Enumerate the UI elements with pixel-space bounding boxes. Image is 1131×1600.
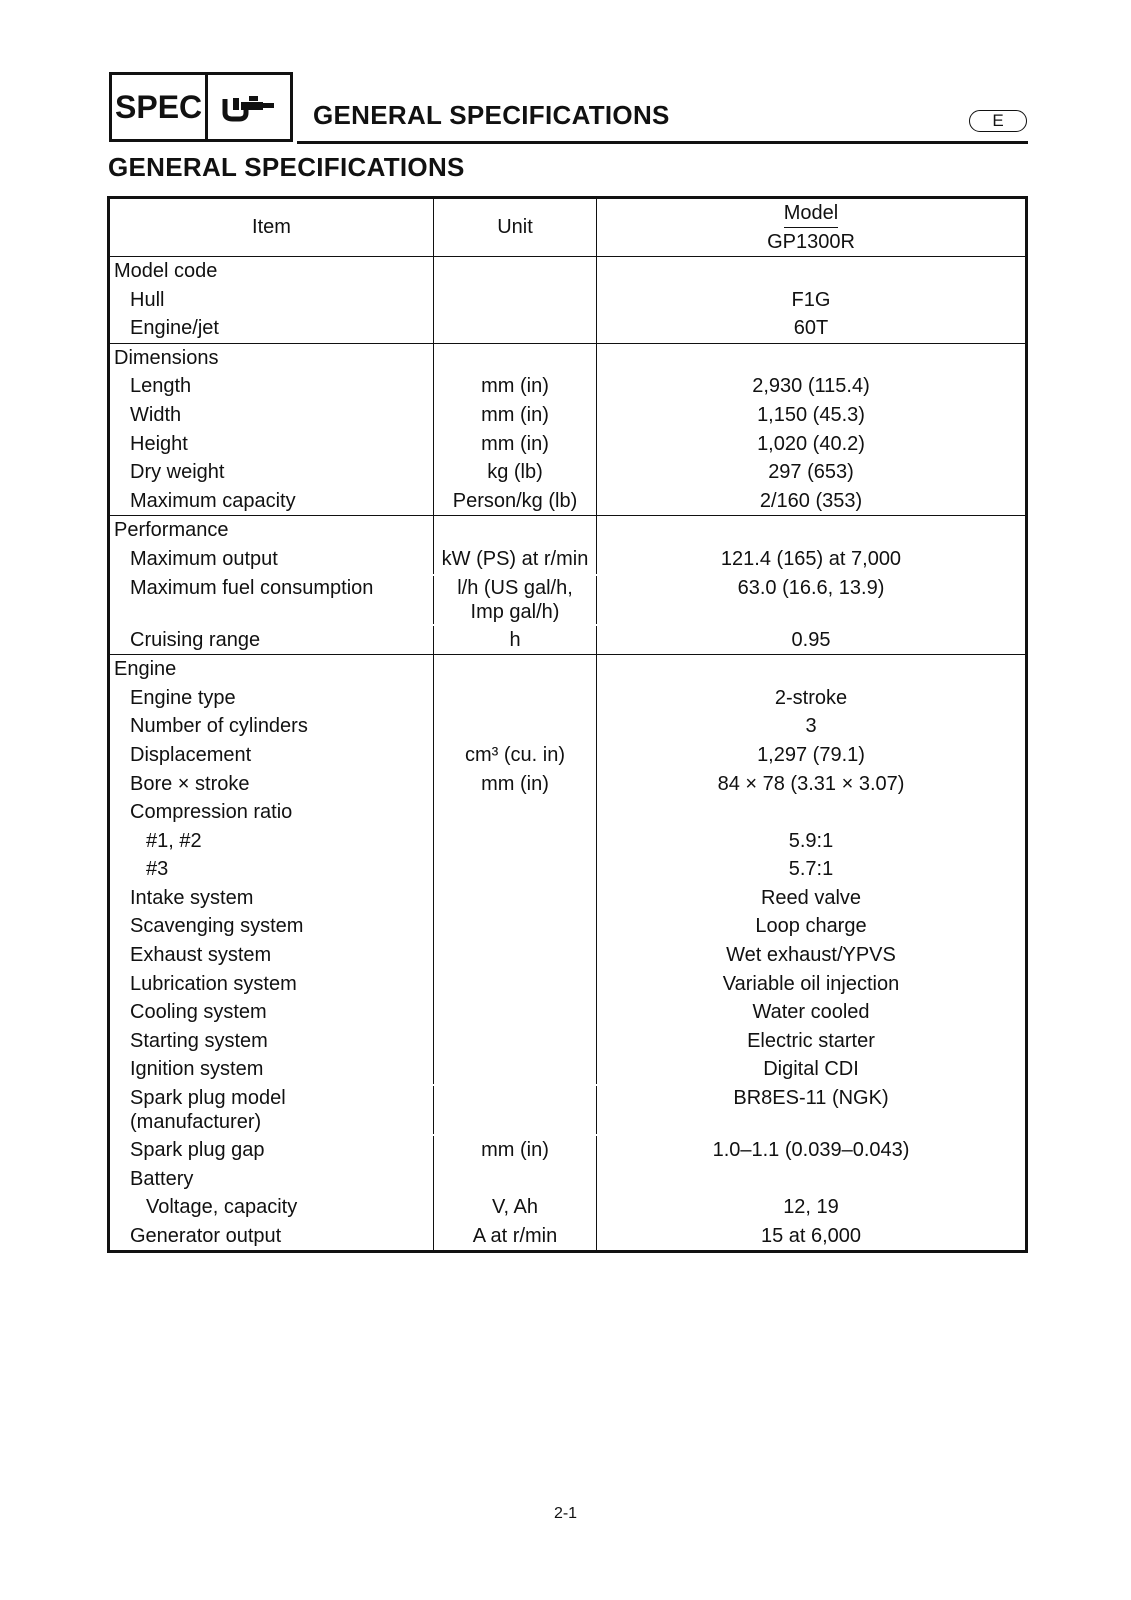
- row-item: Starting system: [110, 1027, 434, 1056]
- row-value: [597, 1165, 1025, 1194]
- table-row: [110, 1084, 1025, 1136]
- row-value: 3: [805, 715, 817, 738]
- row-item: Model code: [110, 257, 434, 286]
- row-value: Reed valve: [760, 886, 862, 909]
- row-value: BR8ES-11 (NGK): [733, 1087, 889, 1110]
- table-row: [110, 372, 1025, 401]
- table-body: [110, 257, 1025, 1250]
- table-row: [110, 684, 1025, 713]
- row-value: 121.4 (165) at 7,000: [720, 547, 902, 570]
- row-unit: [434, 344, 597, 373]
- table-row: [110, 1055, 1025, 1084]
- row-item: Voltage, capacity: [110, 1193, 434, 1222]
- row-item: Scavenging system: [110, 912, 434, 941]
- row-unit: [434, 798, 597, 827]
- table-row: [110, 1193, 1025, 1222]
- table-row: [110, 770, 1025, 799]
- table-row: [110, 545, 1025, 574]
- row-value: 297 (653): [768, 461, 854, 484]
- language-badge: E: [969, 110, 1027, 132]
- spec-header-box: [109, 72, 293, 142]
- table-row: [110, 884, 1025, 913]
- row-item: Engine: [110, 655, 434, 684]
- row-unit: [434, 516, 597, 545]
- row-unit: [434, 1165, 597, 1194]
- row-item: Engine type: [110, 684, 434, 713]
- row-value: 1,150 (45.3): [757, 403, 865, 426]
- table-row: [110, 626, 1025, 655]
- header-unit: Unit: [434, 199, 597, 256]
- row-unit: kg (lb): [434, 458, 597, 487]
- spec-label: SPEC: [112, 75, 208, 139]
- table-row: [110, 1165, 1025, 1194]
- table-row: [110, 1222, 1025, 1251]
- row-value: 5.9:1: [788, 829, 834, 852]
- row-item: Intake system: [110, 884, 434, 913]
- row-value: Electric starter: [747, 1029, 875, 1052]
- row-item: Battery: [110, 1165, 434, 1194]
- row-unit: [434, 286, 597, 315]
- row-unit: mm (in): [434, 430, 597, 459]
- row-value: 84 × 78 (3.31 × 3.07): [717, 772, 905, 795]
- table-row: [110, 458, 1025, 487]
- table-row: [110, 741, 1025, 770]
- row-item: Maximum capacity: [110, 487, 434, 516]
- row-unit: [434, 1086, 597, 1134]
- row-unit: [434, 1055, 597, 1084]
- header-rule: [297, 141, 1028, 144]
- table-row: [110, 712, 1025, 741]
- table-row: [110, 912, 1025, 941]
- row-value: Variable oil injection: [722, 972, 900, 995]
- row-item: Exhaust system: [110, 941, 434, 970]
- row-item: #3: [110, 855, 434, 884]
- table-group: [110, 654, 1025, 1250]
- row-value: [597, 516, 1025, 545]
- header-model-cell: [597, 199, 1025, 256]
- row-value: F1G: [791, 288, 831, 311]
- row-unit: [434, 998, 597, 1027]
- row-unit: V, Ah: [434, 1193, 597, 1222]
- row-unit: [434, 884, 597, 913]
- spec-table: [107, 196, 1028, 1253]
- row-item: Maximum output: [110, 545, 434, 574]
- row-value: 1.0–1.1 (0.039–0.043): [712, 1139, 910, 1162]
- row-item: Width: [110, 401, 434, 430]
- row-unit: h: [434, 626, 597, 655]
- row-value: [597, 257, 1025, 286]
- row-unit: kW (PS) at r/min: [434, 545, 597, 574]
- table-row: [110, 827, 1025, 856]
- row-item: Displacement: [110, 741, 434, 770]
- row-item: Maximum fuel consumption: [110, 576, 434, 624]
- table-row: [110, 798, 1025, 827]
- row-item: Number of cylinders: [110, 712, 434, 741]
- table-group: [110, 343, 1025, 516]
- row-value: 15 at 6,000: [760, 1224, 862, 1247]
- header-model-name: GP1300R: [767, 230, 855, 253]
- row-unit: [434, 1027, 597, 1056]
- row-value: 5.7:1: [788, 858, 834, 881]
- row-item: Generator output: [110, 1222, 434, 1251]
- table-row: [110, 998, 1025, 1027]
- row-value: 2-stroke: [774, 686, 848, 709]
- row-item: Compression ratio: [110, 798, 434, 827]
- table-row: [110, 855, 1025, 884]
- row-value: 60T: [793, 317, 829, 340]
- row-item: Length: [110, 372, 434, 401]
- row-item: Hull: [110, 286, 434, 315]
- row-unit: mm (in): [434, 1136, 597, 1165]
- row-unit: mm (in): [434, 372, 597, 401]
- table-row: [110, 314, 1025, 343]
- row-unit: A at r/min: [434, 1222, 597, 1251]
- section-title: GENERAL SPECIFICATIONS: [108, 152, 465, 182]
- table-group: [110, 257, 1025, 343]
- row-value: Water cooled: [752, 1001, 870, 1024]
- table-row: [110, 516, 1025, 545]
- row-item: Spark plug gap: [110, 1136, 434, 1165]
- row-unit: [434, 314, 597, 343]
- row-item: Height: [110, 430, 434, 459]
- table-row: [110, 487, 1025, 516]
- table-row: [110, 574, 1025, 626]
- table-row: [110, 970, 1025, 999]
- row-item: Dimensions: [110, 344, 434, 373]
- row-item: Spark plug model (manufacturer): [110, 1086, 434, 1134]
- header-item: Item: [110, 199, 434, 256]
- header-model: Model: [784, 199, 838, 228]
- row-item: #1, #2: [110, 827, 434, 856]
- row-unit: [434, 912, 597, 941]
- row-unit: [434, 257, 597, 286]
- row-value: Digital CDI: [763, 1058, 859, 1081]
- row-value: 1,020 (40.2): [757, 432, 865, 455]
- row-unit: mm (in): [434, 770, 597, 799]
- page-number: 2-1: [553, 1505, 578, 1522]
- row-unit: Person/kg (lb): [434, 487, 597, 516]
- row-item: Cooling system: [110, 998, 434, 1027]
- row-unit: mm (in): [434, 401, 597, 430]
- row-value: [597, 344, 1025, 373]
- header-title: GENERAL SPECIFICATIONS: [313, 100, 670, 130]
- row-unit: [434, 941, 597, 970]
- row-unit: [434, 827, 597, 856]
- table-row: [110, 655, 1025, 684]
- row-value: 1,297 (79.1): [757, 743, 865, 766]
- row-item: Performance: [110, 516, 434, 545]
- row-value: 0.95: [791, 628, 831, 651]
- table-row: [110, 257, 1025, 286]
- row-unit: [434, 970, 597, 999]
- row-item: Dry weight: [110, 458, 434, 487]
- row-value: 63.0 (16.6, 13.9): [737, 576, 885, 599]
- row-value: [597, 655, 1025, 684]
- row-unit: [434, 684, 597, 713]
- table-header: [110, 199, 1025, 257]
- table-row: [110, 430, 1025, 459]
- row-unit: [434, 655, 597, 684]
- caliper-wrench-icon: [208, 75, 290, 139]
- table-row: [110, 286, 1025, 315]
- table-row: [110, 941, 1025, 970]
- table-row: [110, 1136, 1025, 1165]
- row-item: Lubrication system: [110, 970, 434, 999]
- row-value: Loop charge: [755, 915, 867, 938]
- row-item: Bore × stroke: [110, 770, 434, 799]
- row-value: 12, 19: [783, 1196, 839, 1219]
- row-unit: l/h (US gal/h, Imp gal/h): [434, 576, 597, 624]
- row-item: Engine/jet: [110, 314, 434, 343]
- table-row: [110, 344, 1025, 373]
- row-value: [597, 798, 1025, 827]
- row-value: 2/160 (353): [759, 489, 863, 512]
- row-unit: [434, 855, 597, 884]
- row-value: Wet exhaust/YPVS: [726, 944, 896, 967]
- row-value: 2,930 (115.4): [752, 375, 870, 398]
- row-item: Ignition system: [110, 1055, 434, 1084]
- table-group: [110, 515, 1025, 654]
- row-unit: cm³ (cu. in): [434, 741, 597, 770]
- table-row: [110, 401, 1025, 430]
- row-item: Cruising range: [110, 626, 434, 655]
- table-row: [110, 1027, 1025, 1056]
- row-unit: [434, 712, 597, 741]
